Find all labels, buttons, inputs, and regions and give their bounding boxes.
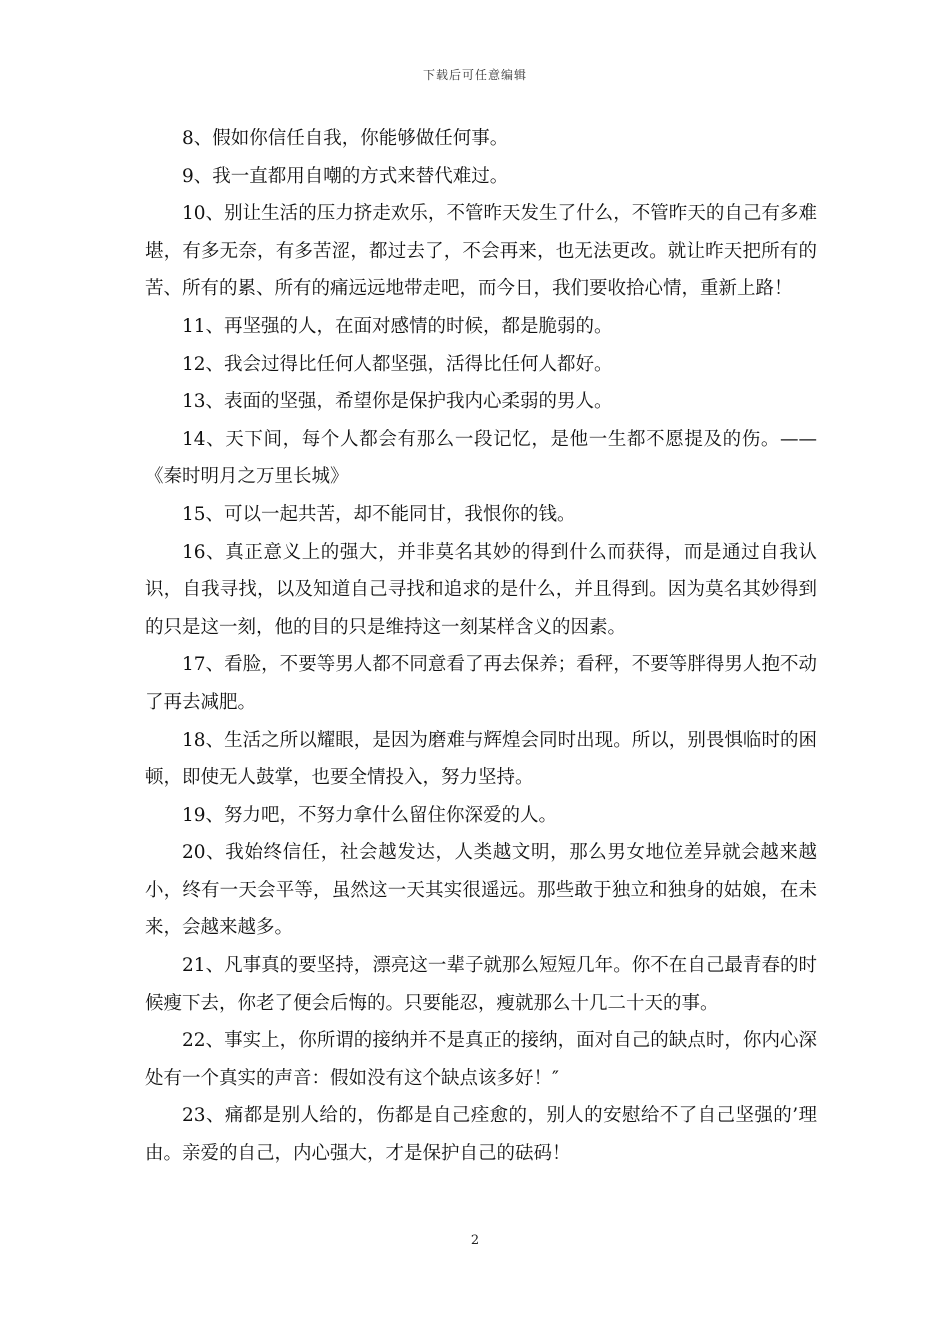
paragraph-16: 16、真正意义上的强大，并非莫名其妙的得到什么而获得，而是通过自我认识，自我寻找，以及知道自己寻找和追求的是什么，并且得到。因为莫名其妙得到的只是这一刻，他的目的只是维持这一刻某样含义的因素。 (145, 541, 817, 638)
body-text (145, 120, 817, 1173)
paragraph-8: 8、假如你信任自我，你能够做任何事。 (182, 128, 509, 149)
paragraph-11: 11、再坚强的人，在面对感情的时候，都是脆弱的。 (182, 315, 613, 337)
paragraph-19: 19、努力吧，不努力拿什么留住你深爱的人。 (182, 804, 558, 826)
paragraph-10: 10、别让生活的压力挤走欢乐，不管昨天发生了什么，不管昨天的自己有多难堪，有多无奈，有多苦涩，都过去了，不会再来，也无法更改。就让昨天把所有的苦、所有的累、所有的痛远远地带走吧，而今日，我们要收拾心情，重新上路！ (145, 203, 817, 300)
paragraph-23: 23、痛都是别人给的，伤都是自己痊愈的，别人的安慰给不了自己坚强的’理由。亲爱的自己，内心强大，才是保护自己的砝码！ (145, 1105, 817, 1165)
paragraph-20: 20、我始终信任，社会越发达，人类越文明，那么男女地位差异就会越来越小，终有一天会平等，虽然这一天其实很遥远。那些敢于独立和独身的姑娘，在未来，会越来越多。 (145, 842, 817, 939)
page-header: 下载后可任意编辑 (422, 68, 527, 82)
paragraph-18: 18、生活之所以耀眼，是因为磨难与辉煌会同时出现。所以，别畏惧临时的困顿，即使无人鼓掌，也要全情投入，努力坚持。 (145, 729, 817, 789)
paragraph-12: 12、我会过得比任何人都坚强，活得比任何人都好。 (182, 353, 613, 375)
paragraph-13: 13、表面的坚强，希望你是保护我内心柔弱的男人。 (182, 391, 613, 413)
page-number: 2 (470, 1233, 480, 1248)
paragraph-17: 17、看脸，不要等男人都不同意看了再去保养；看秤，不要等胖得男人抱不动了再去减肥。 (145, 654, 817, 713)
paragraph-15: 15、可以一起共苦，却不能同甘，我恨你的钱。 (182, 503, 576, 525)
paragraph-22: 22、事实上，你所谓的接纳并不是真正的接纳，面对自己的缺点时，你内心深处有一个真实的声音：假如没有这个缺点该多好！″ (145, 1030, 817, 1089)
paragraph-14: 14、天下间，每个人都会有那么一段记忆，是他一生都不愿提及的伤。——《秦时明月之万里长城》 (145, 428, 817, 488)
paragraph-21: 21、凡事真的要坚持，漂亮这一辈子就那么短短几年。你不在自己最青春的时候瘦下去，你老了便会后悔的。只要能忍，瘦就那么十几二十天的事。 (145, 955, 817, 1014)
paragraph-9: 9、我一直都用自嘲的方式来替代难过。 (182, 165, 509, 187)
